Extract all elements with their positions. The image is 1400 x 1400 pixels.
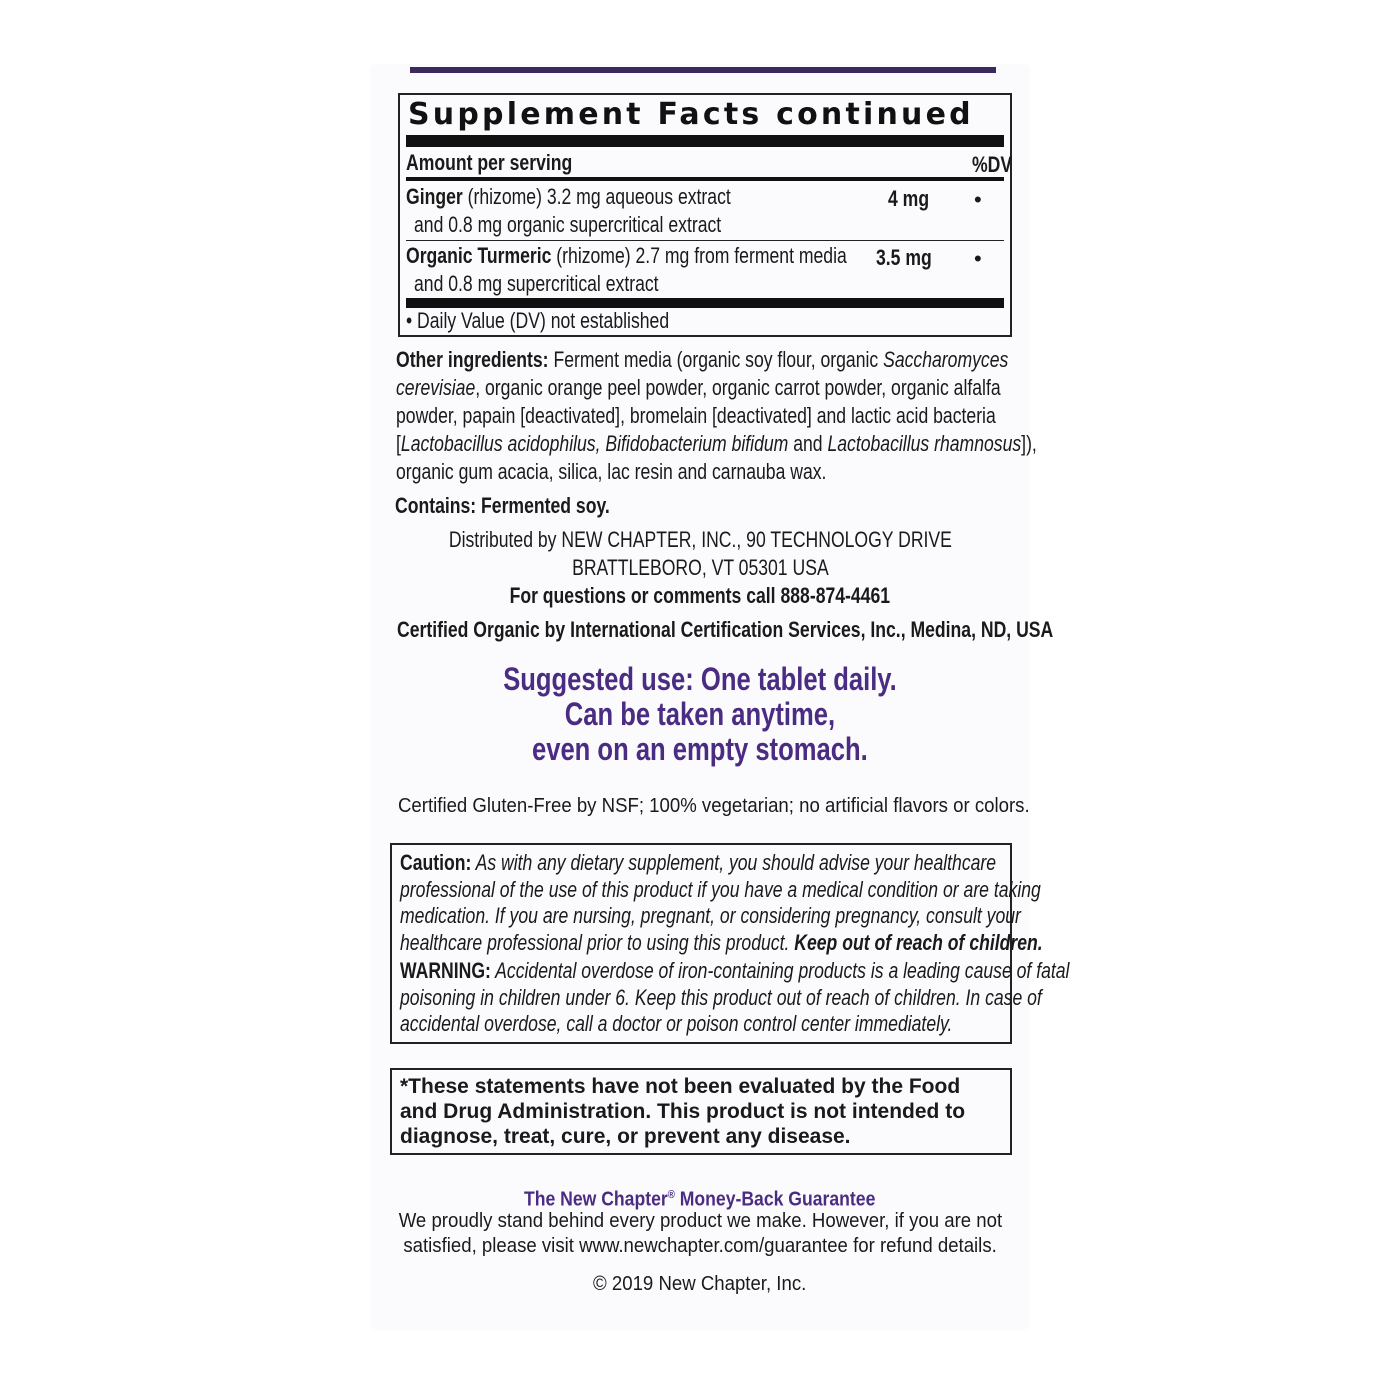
suggested-use-line-3: even on an empty stomach. [532,731,868,767]
copyright: © 2019 New Chapter, Inc. [593,1273,807,1295]
top-color-bar [410,67,996,73]
amount-per-serving-header: Amount per serving [406,150,573,175]
suggested-use-line-2: Can be taken anytime, [564,696,836,732]
warning-line-3: accidental overdose, call a doctor or poison control center immediately. [400,1011,953,1036]
caution-line-1: Caution: As with any dietary supplement, you should advise your healthcare [400,850,997,875]
facts-thick-rule [406,135,1004,147]
fda-line-3: diagnose, treat, cure, or prevent any disease. [400,1125,851,1148]
dv-header: %DV [972,152,1013,177]
facts-row-turmeric: Organic Turmeric (rhizome) 2.7 mg from ferment media [406,243,847,268]
ginger-amount: 4 mg [888,186,930,211]
facts-row-divider [406,240,1004,241]
turmeric-dv: • [974,246,982,271]
facts-header-rule [406,177,1004,181]
supplement-facts-box [398,93,1012,337]
fda-line-2: and Drug Administration. This product is not intended to [400,1100,966,1123]
caution-line-2: professional of the use of this product if you have a medical condition or are taking [400,877,1041,902]
facts-row-ginger-detail: and 0.8 mg organic supercritical extract [414,212,722,237]
gluten-free-statement: Certified Gluten-Free by NSF; 100% vegetarian; no artificial flavors or colors. [398,795,1030,817]
fda-line-1: *These statements have not been evaluated by the Food [400,1075,961,1098]
dv-footnote: • Daily Value (DV) not established [406,308,670,333]
suggested-use-line-1: Suggested use: One tablet daily. [503,661,897,697]
distributor-line-2: BRATTLEBORO, VT 05301 USA [571,555,829,580]
caution-line-4: healthcare professional prior to using this product. Keep out of reach of children. [400,930,1043,955]
certified-organic: Certified Organic by International Certification Services, Inc., Medina, ND, USA [397,617,1054,642]
fda-disclaimer-box [390,1068,1012,1155]
questions-phone: For questions or comments call 888-874-4461 [509,583,891,608]
guarantee-line-2: satisfied, please visit www.newchapter.com/guarantee for refund details. [403,1235,997,1257]
caution-box [390,843,1070,1044]
guarantee-line-1: We proudly stand behind every product we make. However, if you are not [398,1210,1002,1232]
other-ingredients: Other ingredients: Ferment media (organic soy flour, organic Saccharomyces cerevisiae, organic orange peel powder, organic carrot powder, organic alfalfa powder, papain [deactivated], bromelain [deactivated] and lactic acid bacteria [Lactobacillus acidophilus, Bifidobacterium bifidum and Lactobacillus rhamnosus]), organic gum acacia, silica, lac resin and carnauba wax. [396,347,1037,484]
ginger-dv: • [974,187,982,212]
caution-line-3: medication. If you are nursing, pregnant, or considering pregnancy, consult your [400,903,1021,928]
facts-row-turmeric-detail: and 0.8 mg supercritical extract [414,271,659,296]
facts-row-ginger: Ginger (rhizome) 3.2 mg aqueous extract [406,184,731,209]
warning-line-1: WARNING: Accidental overdose of iron-containing products is a leading cause of fatal [400,958,1070,983]
warning-line-2: poisoning in children under 6. Keep this product out of reach of children. In case of [400,985,1042,1010]
contains-statement: Contains: Fermented soy. [395,493,610,518]
guarantee-title: The New Chapter® Money-Back Guarantee [524,1188,876,1211]
turmeric-amount: 3.5 mg [876,245,932,270]
facts-title: Supplement Facts continued [408,97,974,132]
distributor-line-1: Distributed by NEW CHAPTER, INC., 90 TECHNOLOGY DRIVE [448,527,952,552]
